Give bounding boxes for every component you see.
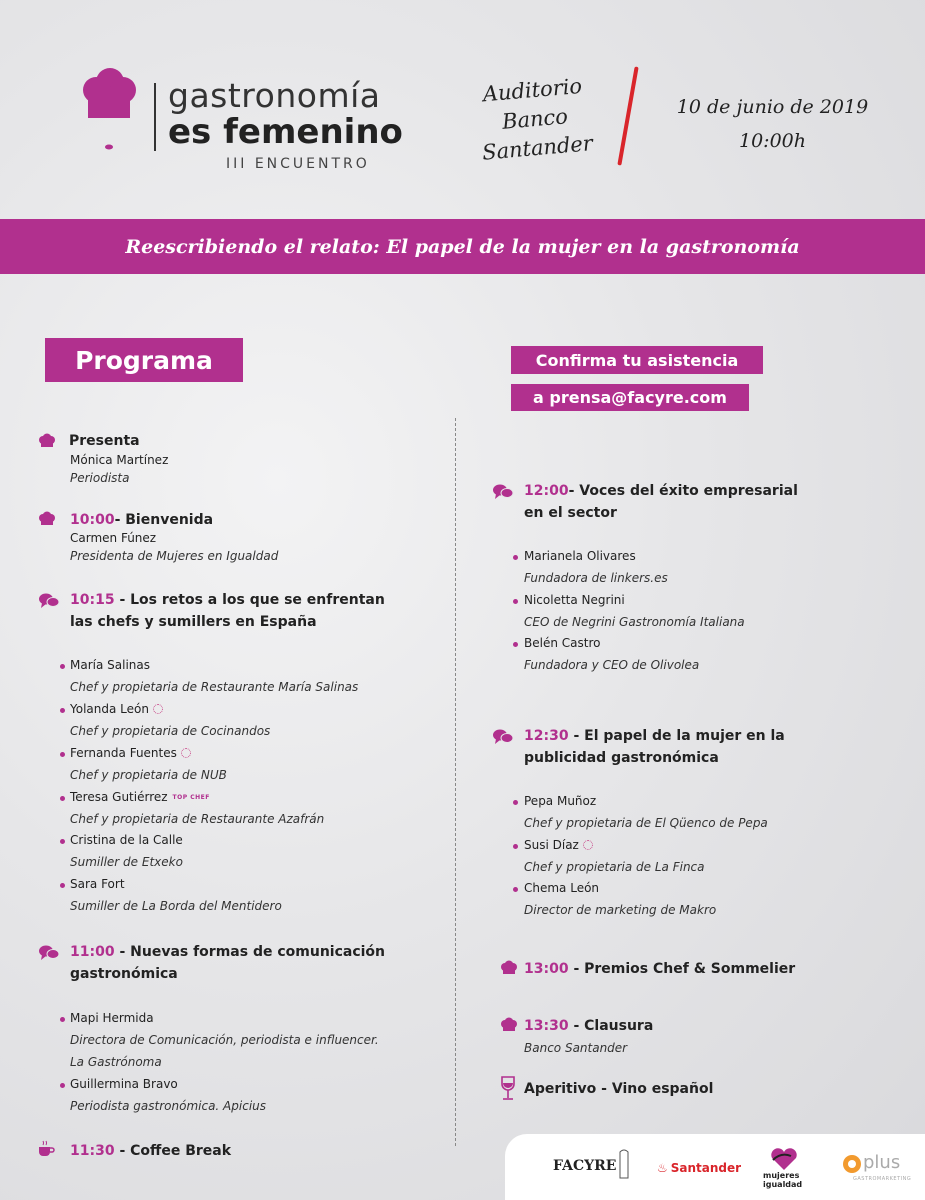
list-bullet bbox=[513, 599, 518, 604]
michelin-star-icon bbox=[181, 748, 191, 758]
clausura-heading bbox=[524, 1015, 653, 1037]
papel-heading-line1 bbox=[524, 725, 785, 747]
nuevas-heading-line1 bbox=[70, 941, 385, 963]
nuevas-time: 11:00 bbox=[70, 944, 115, 960]
logo-line-2: es femenino bbox=[168, 112, 403, 152]
voces-heading-line1 bbox=[524, 480, 798, 502]
clausura-sub: Banco Santander bbox=[524, 1041, 628, 1055]
venue-line: Auditorio bbox=[481, 73, 583, 107]
speaker-name bbox=[70, 789, 210, 806]
coffee-title: - Coffee Break bbox=[114, 1143, 232, 1159]
list-bullet bbox=[513, 887, 518, 892]
event-date bbox=[675, 90, 870, 158]
aplus-logo-sub: GASTROMARKETING bbox=[853, 1176, 912, 1182]
clausura-title: - Clausura bbox=[568, 1018, 654, 1034]
speaker-role: Sumiller de Etxeko bbox=[70, 855, 183, 869]
bienvenida-role: Presidenta de Mujeres en Igualdad bbox=[70, 549, 279, 563]
bienvenida-time: 10:00 bbox=[70, 512, 115, 528]
speaker-role: Chef y propietaria de Restaurante Azafrán bbox=[70, 812, 325, 826]
retos-time: 10:15 bbox=[70, 592, 115, 608]
voces-title-2: en el sector bbox=[524, 505, 617, 521]
top-chef-badge: TOP CHEF bbox=[172, 794, 210, 801]
bienvenida-heading bbox=[70, 509, 213, 531]
list-bullet bbox=[60, 1083, 65, 1088]
papel-title-2: publicidad gastronómica bbox=[524, 750, 719, 766]
michelin-star-icon bbox=[153, 704, 163, 714]
speech-bubbles-icon bbox=[492, 728, 514, 746]
michelin-star-icon bbox=[583, 840, 593, 850]
speaker-name bbox=[524, 837, 593, 854]
clausura-time: 13:30 bbox=[524, 1018, 569, 1034]
list-bullet bbox=[513, 800, 518, 805]
list-bullet bbox=[60, 1017, 65, 1022]
speaker-name: Nicoletta Negrini bbox=[524, 593, 625, 607]
title-banner: Reescribiendo el relato: El papel de la mujer en la gastronomía bbox=[0, 219, 925, 274]
speaker-name: Sara Fort bbox=[70, 877, 125, 891]
bienvenida-title: - Bienvenida bbox=[114, 512, 214, 528]
chef-hat-icon bbox=[38, 511, 56, 529]
aperitivo-heading: Aperitivo - Vino español bbox=[524, 1081, 714, 1097]
speaker-name: Guillermina Bravo bbox=[70, 1077, 178, 1091]
list-bullet bbox=[60, 883, 65, 888]
sponsors-bar bbox=[505, 1134, 925, 1200]
facyre-logo: FACYRE bbox=[553, 1158, 617, 1174]
red-slash-divider bbox=[617, 66, 638, 165]
chef-hat-logo-icon bbox=[78, 68, 138, 150]
bienvenida-name: Carmen Fúnez bbox=[70, 531, 157, 545]
aplus-logo-text: plus bbox=[863, 1152, 901, 1173]
speaker-role: Chef y propietaria de NUB bbox=[70, 768, 227, 782]
premios-title: - Premios Chef & Sommelier bbox=[568, 961, 796, 977]
speaker-name: Pepa Muñoz bbox=[524, 794, 597, 808]
igualdad-logo-line: igualdad bbox=[763, 1180, 803, 1189]
speaker-role: Periodista gastronómica. Apicius bbox=[70, 1099, 267, 1113]
speaker-name: Mapi Hermida bbox=[70, 1011, 154, 1025]
programa-heading: Programa bbox=[45, 338, 243, 382]
list-bullet bbox=[513, 642, 518, 647]
speaker-name: Chema León bbox=[524, 881, 600, 895]
presenta-name: Mónica Martínez bbox=[70, 453, 169, 467]
contact-email-link[interactable]: a prensa@facyre.com bbox=[511, 384, 749, 411]
speaker-name-text: Susi Díaz bbox=[524, 838, 579, 852]
column-divider bbox=[455, 418, 456, 1146]
list-bullet bbox=[60, 839, 65, 844]
logo-separator bbox=[154, 83, 156, 151]
speaker-name: Cristina de la Calle bbox=[70, 833, 183, 847]
speaker-role: Fundadora de linkers.es bbox=[524, 571, 668, 585]
speaker-role: Chef y propietaria de El Qüenco de Pepa bbox=[524, 816, 768, 830]
nuevas-title-2: gastronómica bbox=[70, 966, 178, 982]
venue-line: Santander bbox=[481, 131, 594, 165]
speaker-name-text: Teresa Gutiérrez bbox=[70, 790, 168, 804]
speaker-role-line2: La Gastrónoma bbox=[70, 1055, 162, 1069]
list-bullet bbox=[60, 708, 65, 713]
voces-title-1: - Voces del éxito empresarial bbox=[568, 483, 798, 499]
heart-logo-icon bbox=[769, 1148, 799, 1172]
premios-heading bbox=[524, 958, 795, 980]
retos-title-2: las chefs y sumillers en España bbox=[70, 614, 317, 630]
speech-bubbles-icon bbox=[38, 592, 60, 610]
speech-bubbles-icon bbox=[492, 483, 514, 501]
event-date-text: 10 de junio de 2019 bbox=[676, 96, 869, 118]
voces-time: 12:00 bbox=[524, 483, 569, 499]
santander-flame-icon: ♨ bbox=[657, 1161, 668, 1175]
speaker-name-text: Fernanda Fuentes bbox=[70, 746, 177, 760]
coffee-time: 11:30 bbox=[70, 1143, 115, 1159]
speaker-name bbox=[70, 701, 163, 718]
confirm-attendance-label: Confirma tu asistencia bbox=[511, 346, 763, 374]
speaker-name: María Salinas bbox=[70, 658, 150, 672]
list-bullet bbox=[60, 664, 65, 669]
speaker-role: Directora de Comunicación, periodista e influencer. bbox=[70, 1033, 379, 1047]
list-bullet bbox=[60, 752, 65, 757]
venue-text bbox=[452, 69, 619, 170]
speaker-role: Fundadora y CEO de Olivolea bbox=[524, 658, 700, 672]
retos-title-1: - Los retos a los que se enfrentan bbox=[114, 592, 385, 608]
logo-line-1: gastronomía bbox=[168, 76, 381, 115]
papel-time: 12:30 bbox=[524, 728, 569, 744]
papel-title-1: - El papel de la mujer en la bbox=[568, 728, 785, 744]
coffee-heading bbox=[70, 1140, 231, 1162]
mujeres-igualdad-logo bbox=[763, 1171, 802, 1189]
mujeres-logo-line: mujeres bbox=[763, 1171, 800, 1180]
coffee-cup-icon bbox=[36, 1139, 56, 1159]
speaker-role: Chef y propietaria de La Finca bbox=[524, 860, 705, 874]
speaker-name: Marianela Olivares bbox=[524, 549, 636, 563]
presenta-role: Periodista bbox=[70, 471, 130, 485]
speaker-name bbox=[70, 745, 191, 762]
event-time-text: 10:00h bbox=[739, 130, 806, 152]
logo-line-3: III ENCUENTRO bbox=[226, 156, 370, 172]
santander-logo bbox=[657, 1161, 741, 1175]
wine-glass-icon bbox=[500, 1076, 516, 1102]
speaker-role: Chef y propietaria de Cocinandos bbox=[70, 724, 271, 738]
speaker-role: Sumiller de La Borda del Mentidero bbox=[70, 899, 282, 913]
santander-logo-text: Santander bbox=[670, 1161, 742, 1175]
speaker-name: Belén Castro bbox=[524, 636, 601, 650]
list-bullet bbox=[60, 796, 65, 801]
speaker-role: CEO de Negrini Gastronomía Italiana bbox=[524, 615, 745, 629]
nuevas-title-1: - Nuevas formas de comunicación bbox=[114, 944, 386, 960]
list-bullet bbox=[513, 555, 518, 560]
chef-hat-icon bbox=[38, 433, 56, 451]
chef-hat-sketch-icon bbox=[619, 1148, 629, 1182]
speech-bubbles-icon bbox=[38, 944, 60, 962]
premios-time: 13:00 bbox=[524, 961, 569, 977]
speaker-name-text: Yolanda León bbox=[70, 702, 149, 716]
list-bullet bbox=[513, 844, 518, 849]
retos-heading-line1 bbox=[70, 589, 385, 611]
presenta-title: Presenta bbox=[69, 433, 140, 449]
aplus-logo-icon bbox=[842, 1154, 862, 1174]
chef-hat-icon bbox=[500, 960, 518, 978]
venue-line: Banco bbox=[501, 104, 569, 134]
chef-hat-icon bbox=[500, 1017, 518, 1035]
speaker-role: Chef y propietaria de Restaurante María Salinas bbox=[70, 680, 359, 694]
speaker-role: Director de marketing de Makro bbox=[524, 903, 717, 917]
